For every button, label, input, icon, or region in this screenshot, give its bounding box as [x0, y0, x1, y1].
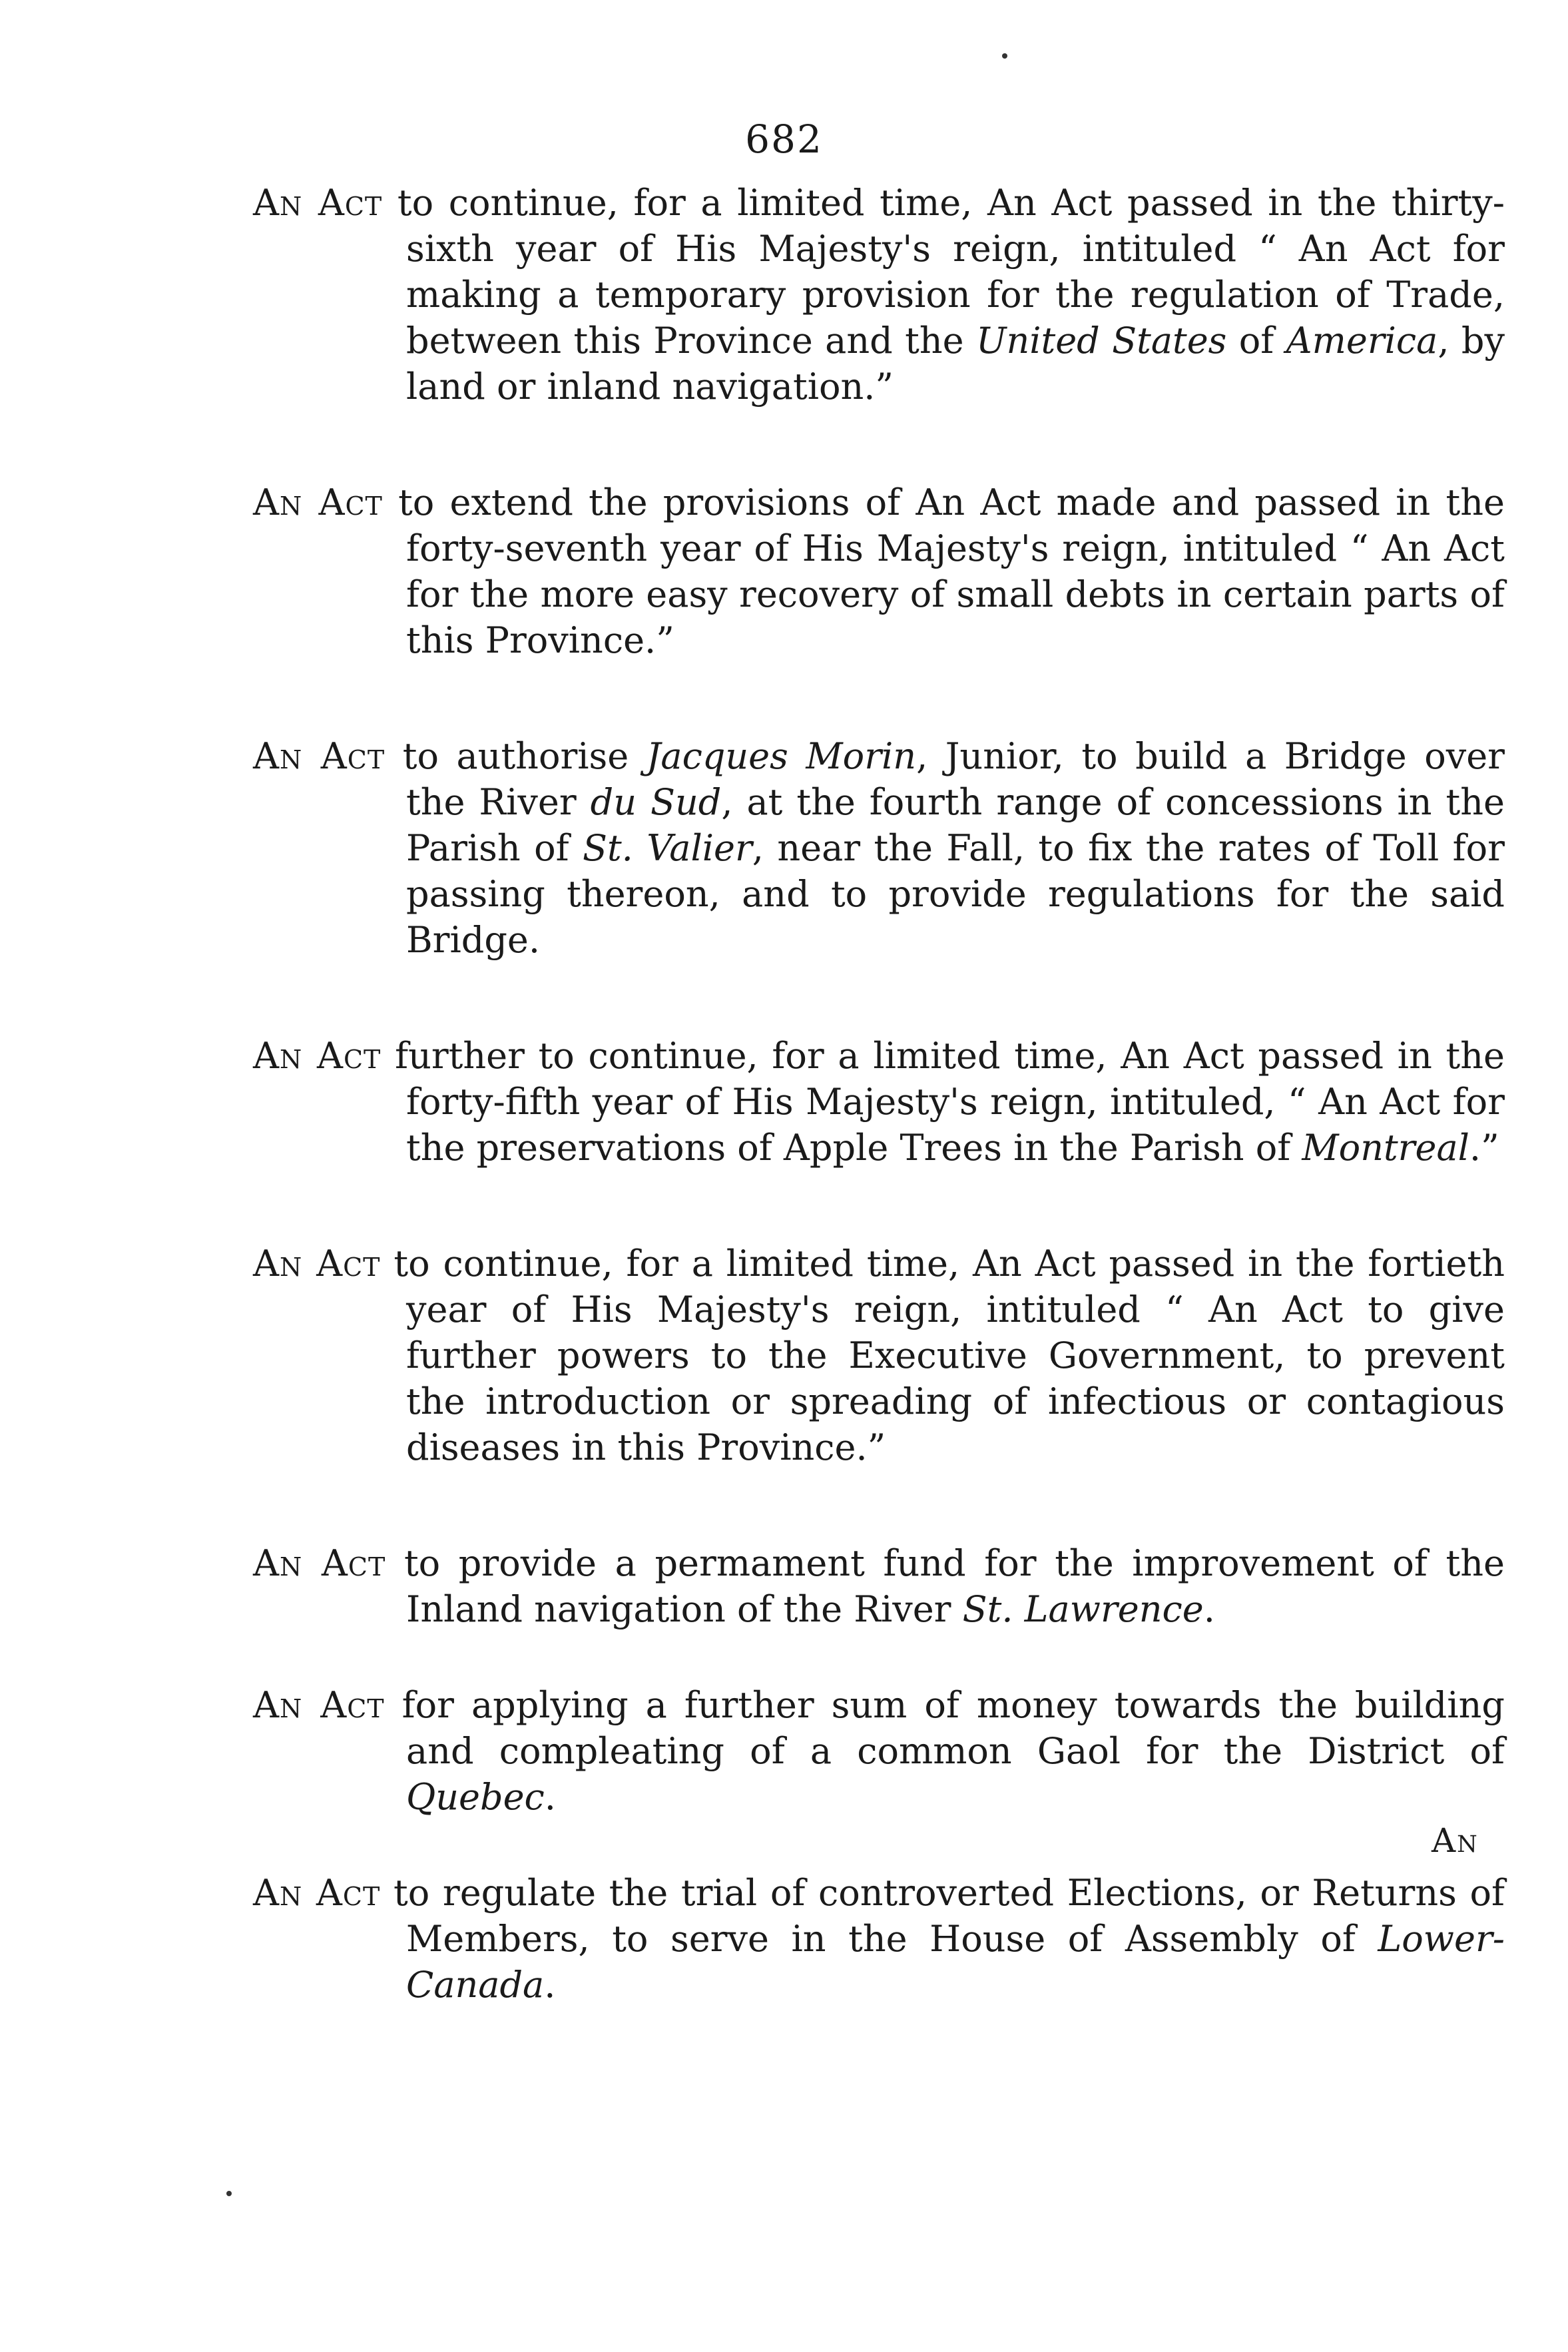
act-entry: [253, 1682, 1505, 1820]
act-lead: An Act: [253, 1035, 382, 1077]
act-text-italic: du Sud: [590, 781, 722, 823]
act-lead: An Act: [253, 735, 386, 777]
act-text-italic: United States: [975, 320, 1227, 362]
act-lead: An Act: [253, 1684, 385, 1726]
act-text: .: [544, 1964, 556, 2006]
act-entry: [253, 180, 1505, 410]
act-text: for applying a further sum of money towards the building and compleating of a common Gaol for the District of: [384, 1684, 1505, 1772]
act-text-italic: Jacques Morin: [646, 735, 917, 777]
act-entry: [253, 1870, 1505, 2008]
page-number: 682: [745, 117, 823, 162]
act-text: to continue, for a limited time, An Act passed in the thirty-sixth year of His Majesty's reign, intituled “ An Act for making a temporary provision for the regulation of Trade, between this Province and the: [382, 182, 1505, 362]
act-text: , near the Fall, to fix the rates of Toll for passing thereon, and to provide regulations for the said Bridge.: [406, 827, 1505, 961]
act-entry: [253, 733, 1505, 963]
act-lead: An Act: [253, 481, 383, 523]
act-lead: An Act: [253, 182, 383, 224]
act-entry: [253, 1033, 1505, 1171]
act-text: , by land or inland navigation.”: [406, 320, 1505, 408]
acts-list: [253, 180, 1505, 2078]
catchword: An: [1432, 1821, 1479, 1860]
act-text-italic: Montreal: [1302, 1127, 1469, 1169]
act-text: to provide a permament fund for the improvement of the Inland navigation of the River: [386, 1542, 1505, 1630]
act-entry: [253, 479, 1505, 663]
act-text: to authorise: [385, 735, 647, 777]
print-speck: [1002, 53, 1007, 59]
act-text-italic: St. Valier: [582, 827, 752, 869]
act-text: to regulate the trial of controverted Elections, or Returns of Members, to serve in the House of Assembly of: [380, 1872, 1505, 1960]
act-text: .”: [1469, 1127, 1499, 1169]
print-speck: [226, 2191, 232, 2196]
act-lead: An Act: [253, 1872, 381, 1914]
act-lead: An Act: [253, 1542, 386, 1584]
act-lead: An Act: [253, 1243, 381, 1285]
act-text-italic: Quebec: [406, 1776, 545, 1818]
act-text-italic: St. Lawrence: [962, 1588, 1204, 1630]
act-text: , Junior, to build a Bridge over the River: [406, 735, 1505, 823]
act-text: .: [1203, 1588, 1215, 1630]
act-entry: [253, 1540, 1505, 1632]
act-entry: [253, 1241, 1505, 1470]
act-text: to extend the provisions of An Act made and passed in the forty-seventh year of His Majesty's reign, intituled “ An Act for the more easy recovery of small debts in certain parts of this Province.”: [382, 481, 1505, 661]
act-text-italic: America: [1286, 320, 1438, 362]
act-text: further to continue, for a limited time, An Act passed in the forty-fifth year of His Majesty's reign, intituled, “ An Act for the preservations of Apple Trees in the Parish of: [381, 1035, 1505, 1169]
act-text: to continue, for a limited time, An Act passed in the fortieth year of His Majesty's reign, intituled “ An Act to give further powers to the Executive Government, to prevent the introduction or spreading of infectious or contagious diseases in this Province.”: [380, 1243, 1505, 1468]
act-text-italic: Lower-Canada: [406, 1918, 1505, 2006]
act-text: , at the fourth range of concessions in the Parish of: [406, 781, 1505, 869]
act-text: .: [544, 1776, 556, 1818]
act-text: of: [1226, 320, 1286, 362]
